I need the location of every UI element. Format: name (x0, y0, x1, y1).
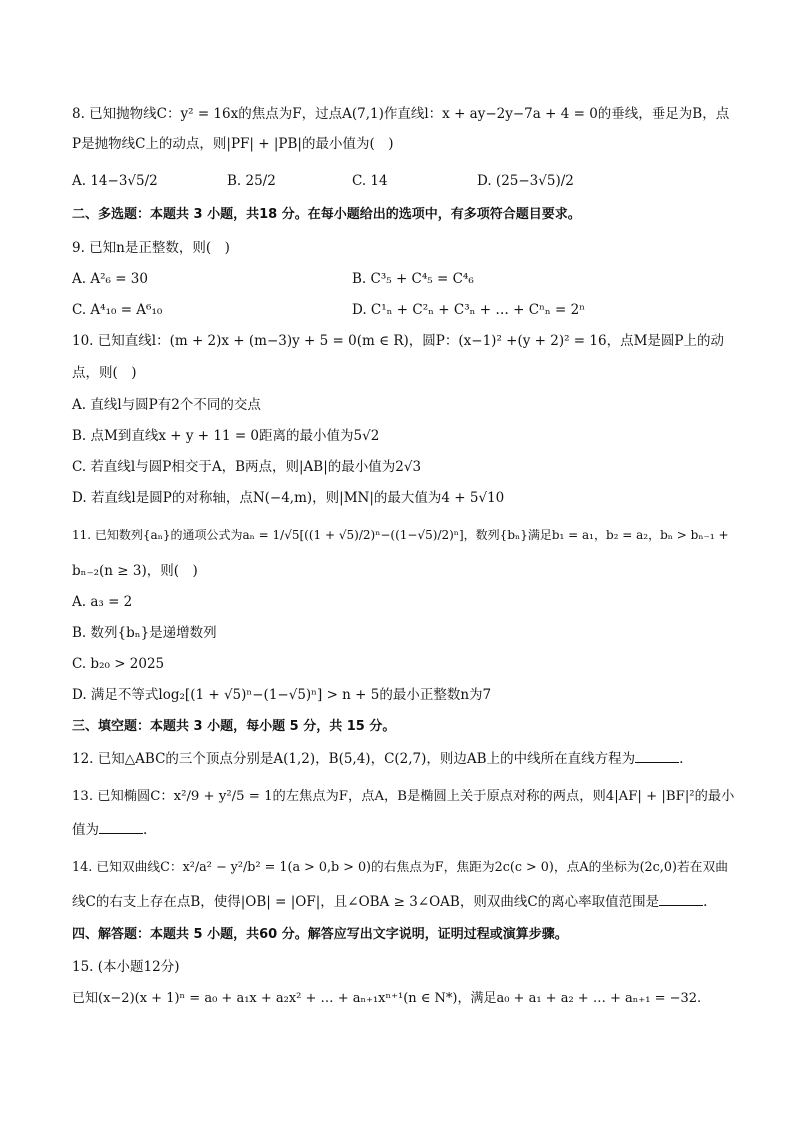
q9-option-a: A. A²₆ = 30 (72, 271, 148, 287)
q9-option-c: C. A⁴₁₀ = A⁶₁₀ (72, 302, 163, 318)
q11-line1: 11. 已知数列{aₙ}的通项公式为aₙ = 1/√5[((1 + √5)/2)ⁿ−((1−√5)/2)ⁿ]，数列{bₙ}满足b₁ = a₁，b₂ = a₂，bₙ > bₙ₋₁ + (72, 528, 729, 542)
section-2-heading: 二、多选题：本题共 3 小题，共18 分。在每小题给出的选项中，有多项符合题目要求。 (72, 207, 581, 222)
q14-line2-text: 线C的右支上存在点B，使得|OB| = |OF|，且∠OBA ≥ 3∠OAB，则双曲线C的离心率取值范围是 (72, 894, 660, 910)
q11-option-d: D. 满足不等式log₂[(1 + √5)ⁿ−(1−√5)ⁿ] > n + 5的最小正整数n为7 (72, 687, 492, 703)
q14-line1: 14. 已知双曲线C：x²/a² − y²/b² = 1(a > 0,b > 0)的右焦点为F，焦距为2c(c > 0)，点A的坐标为(2c,0)若在双曲 (72, 860, 728, 875)
q12-end: . (679, 751, 684, 767)
q14-line2 (72, 893, 707, 911)
section-4-heading: 四、解答题：本题共 5 小题，共60 分。解答应写出文字说明，证明过程或演算步骤。 (72, 927, 568, 942)
q8-option-c: C. 14 (352, 173, 388, 189)
q15-heading: 15. (本小题12分) (72, 959, 180, 975)
q8-option-d: D. (25−3√5)/2 (477, 173, 574, 189)
q10-option-b: B. 点M到直线x + y + 11 = 0距离的最小值为5√2 (72, 428, 380, 444)
answer-blank (659, 893, 703, 906)
q12-line1 (72, 750, 683, 768)
q10-option-a: A. 直线l与圆P有2个不同的交点 (72, 397, 261, 413)
q10-option-c: C. 若直线l与圆P相交于A，B两点，则|AB|的最小值为2√3 (72, 459, 422, 475)
q10-line2: 点，则( ) (72, 365, 137, 381)
q14-end: . (703, 894, 708, 910)
q11-option-a: A. a₃ = 2 (72, 594, 133, 610)
q8-option-b: B. 25/2 (227, 173, 276, 189)
q10-option-d: D. 若直线l是圆P的对称轴，点N(−4,m)，则|MN|的最大值为4 + 5√10 (72, 490, 505, 506)
q11-line2: bₙ₋₂(n ≥ 3)，则( ) (72, 563, 198, 579)
q10-line1: 10. 已知直线l：(m + 2)x + (m−3)y + 5 = 0(m ∈ R)，圆P：(x−1)² +(y + 2)² = 16，点M是圆P上的动 (72, 333, 724, 349)
q9-option-b: B. C³₅ + C⁴₅ = C⁴₆ (352, 271, 474, 287)
q15-line1: 已知(x−2)(x + 1)ⁿ = a₀ + a₁x + a₂x² + … + aₙ₊₁xⁿ⁺¹(n ∈ N*)，满足a₀ + a₁ + a₂ + … + aₙ₊₁ = −32. (72, 991, 702, 1006)
q9-option-d: D. C¹ₙ + C²ₙ + C³ₙ + … + Cⁿₙ = 2ⁿ (352, 302, 586, 318)
q8-line2: P是抛物线C上的动点，则|PF| + |PB|的最小值为( ) (72, 136, 394, 152)
answer-blank (99, 821, 143, 834)
q11-option-b: B. 数列{bₙ}是递增数列 (72, 625, 217, 641)
answer-blank (635, 750, 679, 763)
q8-option-a: A. 14−3√5/2 (72, 173, 158, 189)
q13-line2-text: 值为 (72, 822, 99, 838)
q13-end: . (143, 822, 148, 838)
q13-line1: 13. 已知椭圆C：x²/9 + y²/5 = 1的左焦点为F，点A，B是椭圆上关于原点对称的两点，则4|AF| + |BF|²的最小 (72, 789, 735, 804)
section-3-heading: 三、填空题：本题共 3 小题，每小题 5 分，共 15 分。 (72, 719, 396, 734)
q9-stem: 9. 已知n是正整数，则( ) (72, 240, 230, 256)
q11-option-c: C. b₂₀ > 2025 (72, 656, 165, 672)
q13-line2 (72, 821, 147, 839)
q8-line1: 8. 已知抛物线C：y² = 16x的焦点为F，过点A(7,1)作直线l：x + ay−2y−7a + 4 = 0的垂线，垂足为B，点 (72, 106, 730, 122)
q12-text: 12. 已知△ABC的三个顶点分别是A(1,2)，B(5,4)，C(2,7)，则边AB上的中线所在直线方程为 (72, 751, 636, 767)
